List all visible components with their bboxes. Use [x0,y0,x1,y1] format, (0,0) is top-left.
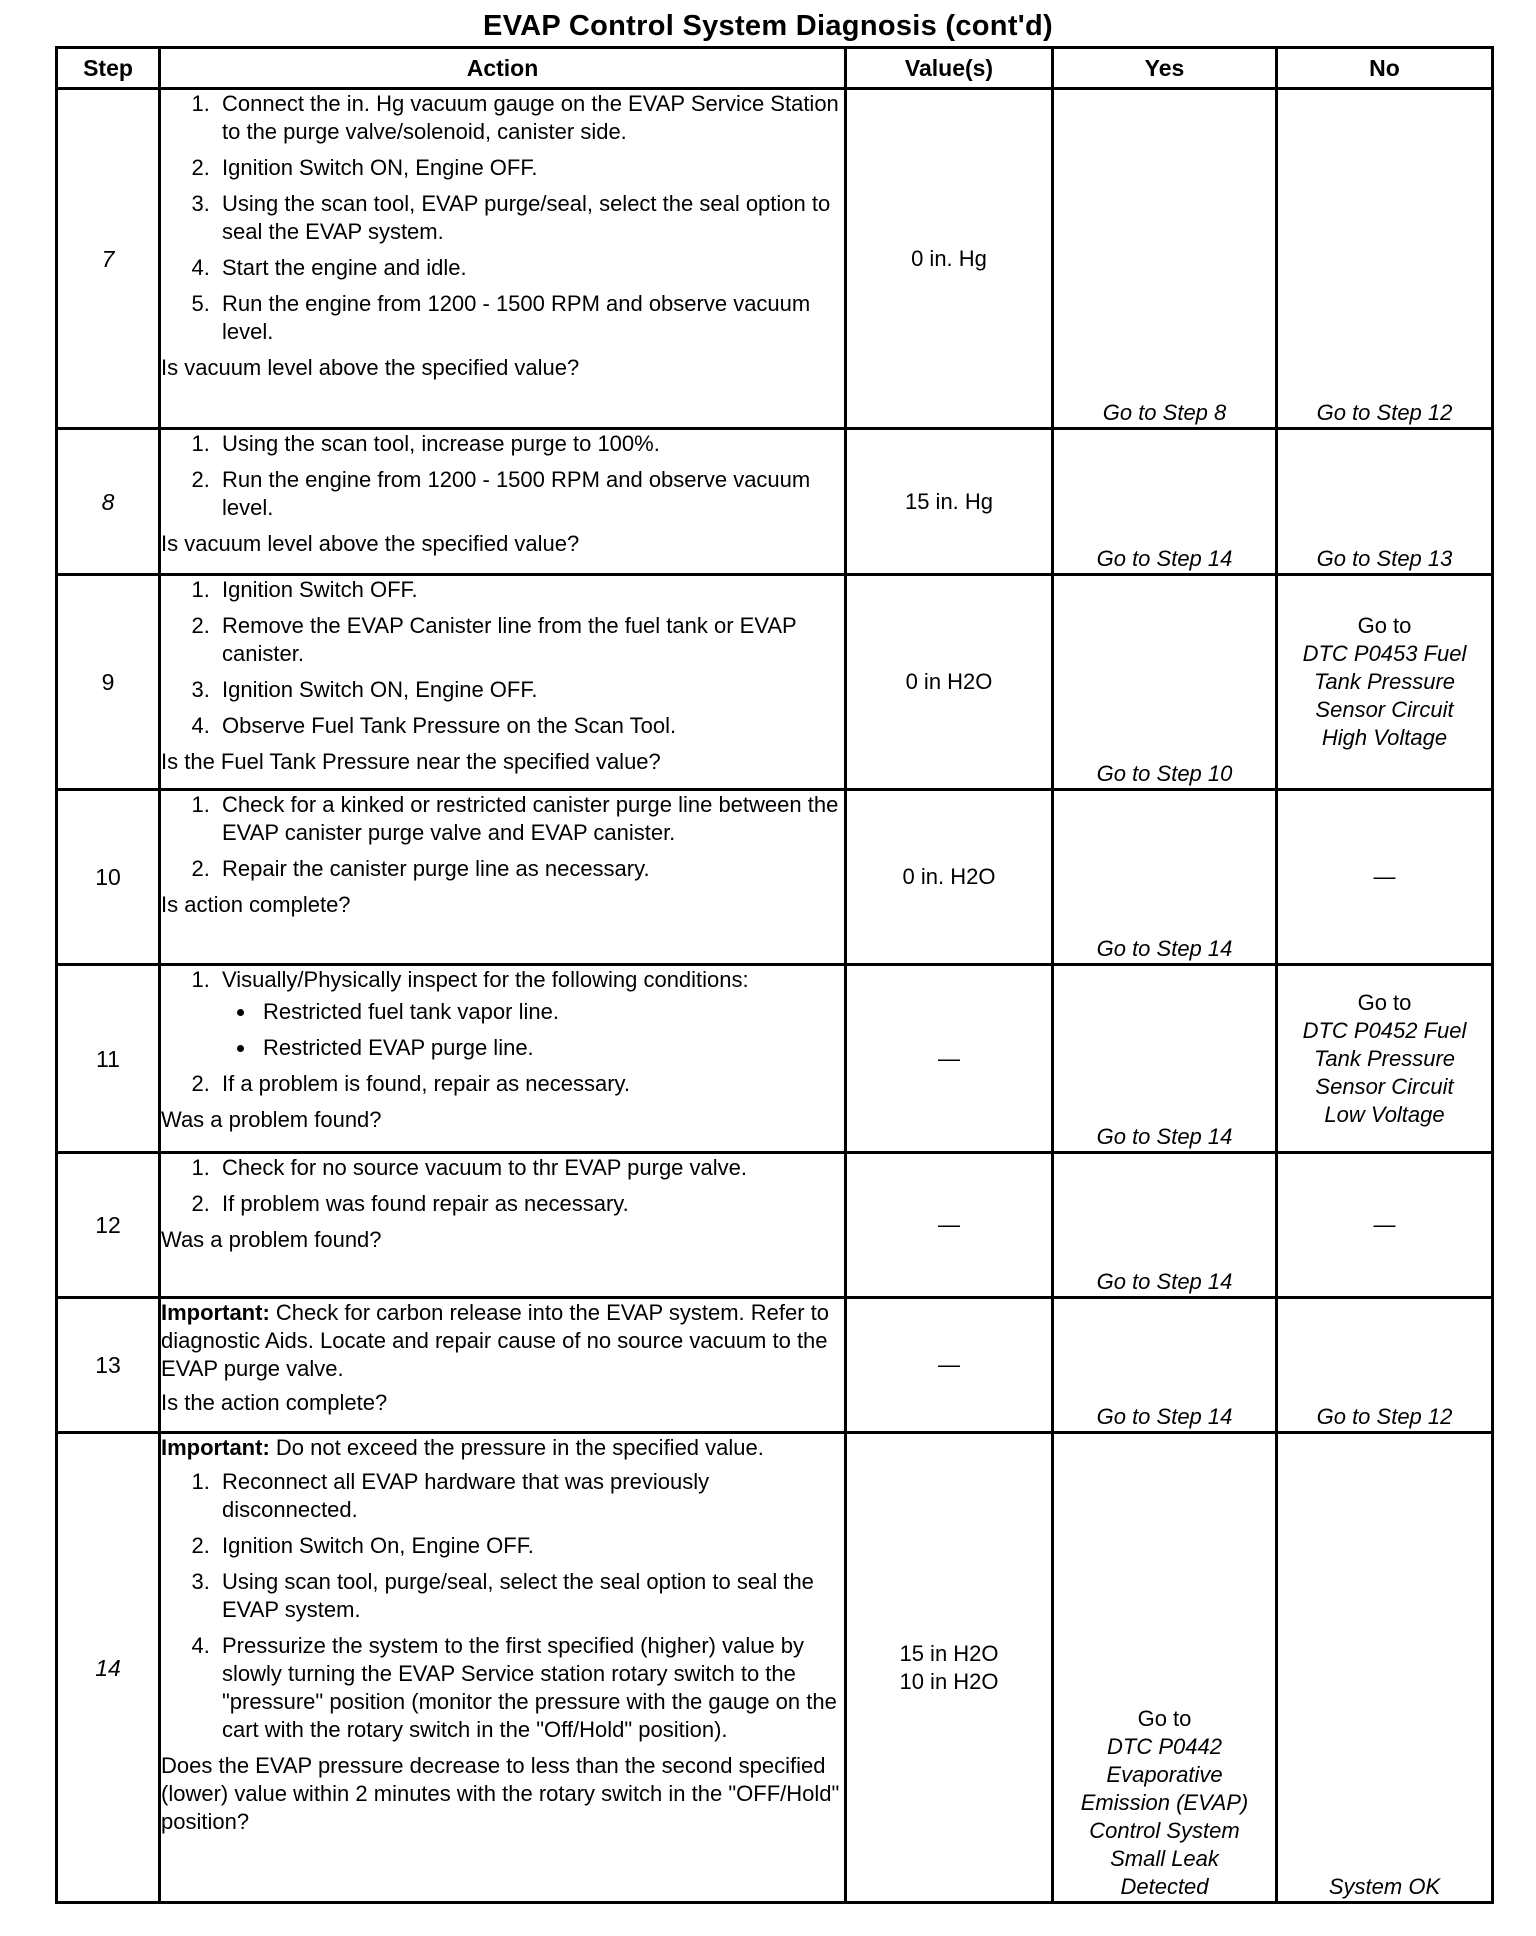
action-question: Is action complete? [161,892,351,917]
step-number: 10 [57,790,160,965]
action-steps [161,1154,844,1218]
action-step: 1. Using the scan tool, increase purge to 100%. [216,430,844,458]
no-line: Low Voltage [1324,1101,1445,1127]
action-step: 1. Reconnect all EVAP hardware that was previously disconnected. [216,1468,844,1524]
step-number: 13 [57,1298,160,1433]
action-question: Was a problem found? [161,1227,382,1252]
action-steps [161,1468,844,1744]
action-step: 2. If a problem is found, repair as necessary. [216,1070,844,1098]
action-steps [161,430,844,522]
action-cell [160,965,846,1153]
yes-line: Detected [1120,1874,1209,1899]
yes-line: Control System [1089,1818,1240,1843]
action-step: 2. Repair the canister purge line as necessary. [216,855,844,883]
action-step: 4. Start the engine and idle. [216,254,844,282]
table-row [57,1153,1493,1298]
table-row [57,790,1493,965]
action-step: 3. Ignition Switch ON, Engine OFF. [216,676,844,704]
no-line: DTC P0452 Fuel [1302,1017,1467,1043]
page-title: EVAP Control System Diagnosis (cont'd) [483,10,1053,42]
yes-line: Small Leak [1110,1846,1219,1871]
action-step: 1. Ignition Switch OFF. [216,576,844,604]
yes-line: Emission (EVAP) [1080,1790,1249,1815]
action-cell [160,1433,846,1903]
header-action: Action [160,48,846,89]
no-cell: System OK [1277,1433,1493,1903]
yes-cell: Go to Step 8 [1053,89,1277,429]
action-cell [160,429,846,575]
important-note [161,1299,844,1383]
action-step: 1. Check for no source vacuum to thr EVAP purge valve. [216,1154,844,1182]
important-note [161,1434,844,1462]
action-question: Is the Fuel Tank Pressure near the specified value? [161,749,661,774]
value-cell: — [846,1298,1053,1433]
table-row [57,1433,1493,1903]
value-cell: — [846,1153,1053,1298]
action-steps [161,791,844,883]
action-cell [160,1153,846,1298]
header-values: Value(s) [846,48,1053,89]
action-cell [160,89,846,429]
action-step: 2. If problem was found repair as necessary. [216,1190,844,1218]
yes-cell: Go to Step 10 [1053,575,1277,790]
condition-item: • Restricted EVAP purge line. [257,1034,844,1062]
action-step: 1. Connect the in. Hg vacuum gauge on the EVAP Service Station to the purge valve/solenoid, canister side. [216,90,844,146]
yes-cell: Go to Step 14 [1053,1153,1277,1298]
header-row [57,48,1493,89]
action-steps [161,90,844,346]
action-step: 3. Using the scan tool, EVAP purge/seal, select the seal option to seal the EVAP system. [216,190,844,246]
action-steps [161,966,844,1098]
step-number: 14 [57,1433,160,1903]
action-step: 4. Pressurize the system to the first specified (higher) value by slowly turning the EVAP Service station rotary switch to the "pressure" position (monitor the pressure with the gauge on the cart with the rotary switch in the "Off/Hold" position). [216,1632,844,1744]
no-line: Go to [1357,613,1412,638]
action-step: 3. Using scan tool, purge/seal, select the seal option to seal the EVAP system. [216,1568,844,1624]
action-question: Does the EVAP pressure decrease to less than the second specified (lower) value within 2 minutes with the rotary switch in the "OFF/Hold" position? [161,1753,840,1834]
action-question: Was a problem found? [161,1107,382,1132]
no-line: Tank Pressure [1313,669,1456,694]
no-cell: — [1277,1153,1493,1298]
header-step: Step [57,48,160,89]
table-row [57,429,1493,575]
no-cell: Go to Step 13 [1277,429,1493,575]
action-step: 4. Observe Fuel Tank Pressure on the Scan Tool. [216,712,844,740]
value-cell: 0 in. Hg [846,89,1053,429]
step-number: 7 [57,89,160,429]
yes-cell: Go to Step 14 [1053,790,1277,965]
no-cell [1277,575,1493,790]
action-step: 2. Ignition Switch On, Engine OFF. [216,1532,844,1560]
no-cell: Go to Step 12 [1277,89,1493,429]
table-row [57,575,1493,790]
action-question: Is the action complete? [161,1390,388,1415]
no-cell [1277,965,1493,1153]
important-text: Check for carbon release into the EVAP system. Refer to diagnostic Aids. Locate and repair cause of no source vacuum to the EVAP purge valve. [161,1300,830,1381]
step-number: 9 [57,575,160,790]
action-step: 2. Ignition Switch ON, Engine OFF. [216,154,844,182]
header-yes: Yes [1053,48,1277,89]
value-cell: 0 in H2O [846,575,1053,790]
no-line: Tank Pressure [1313,1045,1456,1071]
step-number: 8 [57,429,160,575]
important-label: Important: [161,1300,270,1325]
value-cell: — [846,965,1053,1153]
action-step: 5. Run the engine from 1200 - 1500 RPM and observe vacuum level. [216,290,844,346]
action-question: Is vacuum level above the specified value? [161,355,580,380]
value-cell: 15 in. Hg [846,429,1053,575]
yes-cell: Go to Step 14 [1053,1298,1277,1433]
action-question: Is vacuum level above the specified value? [161,531,580,556]
step-number: 12 [57,1153,160,1298]
action-cell [160,790,846,965]
value-cell: 0 in. H2O [846,790,1053,965]
condition-item: • Restricted fuel tank vapor line. [257,998,844,1026]
yes-cell: Go to Step 14 [1053,965,1277,1153]
header-no: No [1277,48,1493,89]
action-cell [160,575,846,790]
no-line: Go to [1357,989,1412,1015]
diagnosis-table [55,46,1494,1904]
action-cell [160,1298,846,1433]
no-line: Sensor Circuit [1315,1073,1454,1099]
yes-cell [1053,1433,1277,1903]
step-number: 11 [57,965,160,1153]
action-steps [161,576,844,740]
yes-line: DTC P0442 [1107,1734,1222,1759]
table-row [57,89,1493,429]
action-step-text: Visually/Physically inspect for the following conditions: [222,967,749,992]
table-row [57,965,1493,1153]
value-line: 15 in H2O [899,1640,999,1666]
value-cell [846,1433,1053,1903]
yes-line: Evaporative [1106,1762,1223,1787]
important-label: Important: [161,1435,270,1460]
condition-list [222,998,844,1062]
no-cell: Go to Step 12 [1277,1298,1493,1433]
action-step: 2. Remove the EVAP Canister line from the fuel tank or EVAP canister. [216,612,844,668]
no-cell: — [1277,790,1493,965]
yes-cell: Go to Step 14 [1053,429,1277,575]
no-line: Sensor Circuit [1315,697,1454,722]
action-step [216,966,844,1062]
yes-line: Go to [1137,1706,1192,1731]
table-row [57,1298,1493,1433]
no-line: DTC P0453 Fuel [1302,641,1467,666]
action-step: 1. Check for a kinked or restricted canister purge line between the EVAP canister purge valve and EVAP canister. [216,791,844,847]
important-text: Do not exceed the pressure in the specified value. [275,1435,764,1460]
action-step: 2. Run the engine from 1200 - 1500 RPM and observe vacuum level. [216,466,844,522]
no-line: High Voltage [1321,725,1448,750]
value-line: 10 in H2O [899,1668,999,1694]
